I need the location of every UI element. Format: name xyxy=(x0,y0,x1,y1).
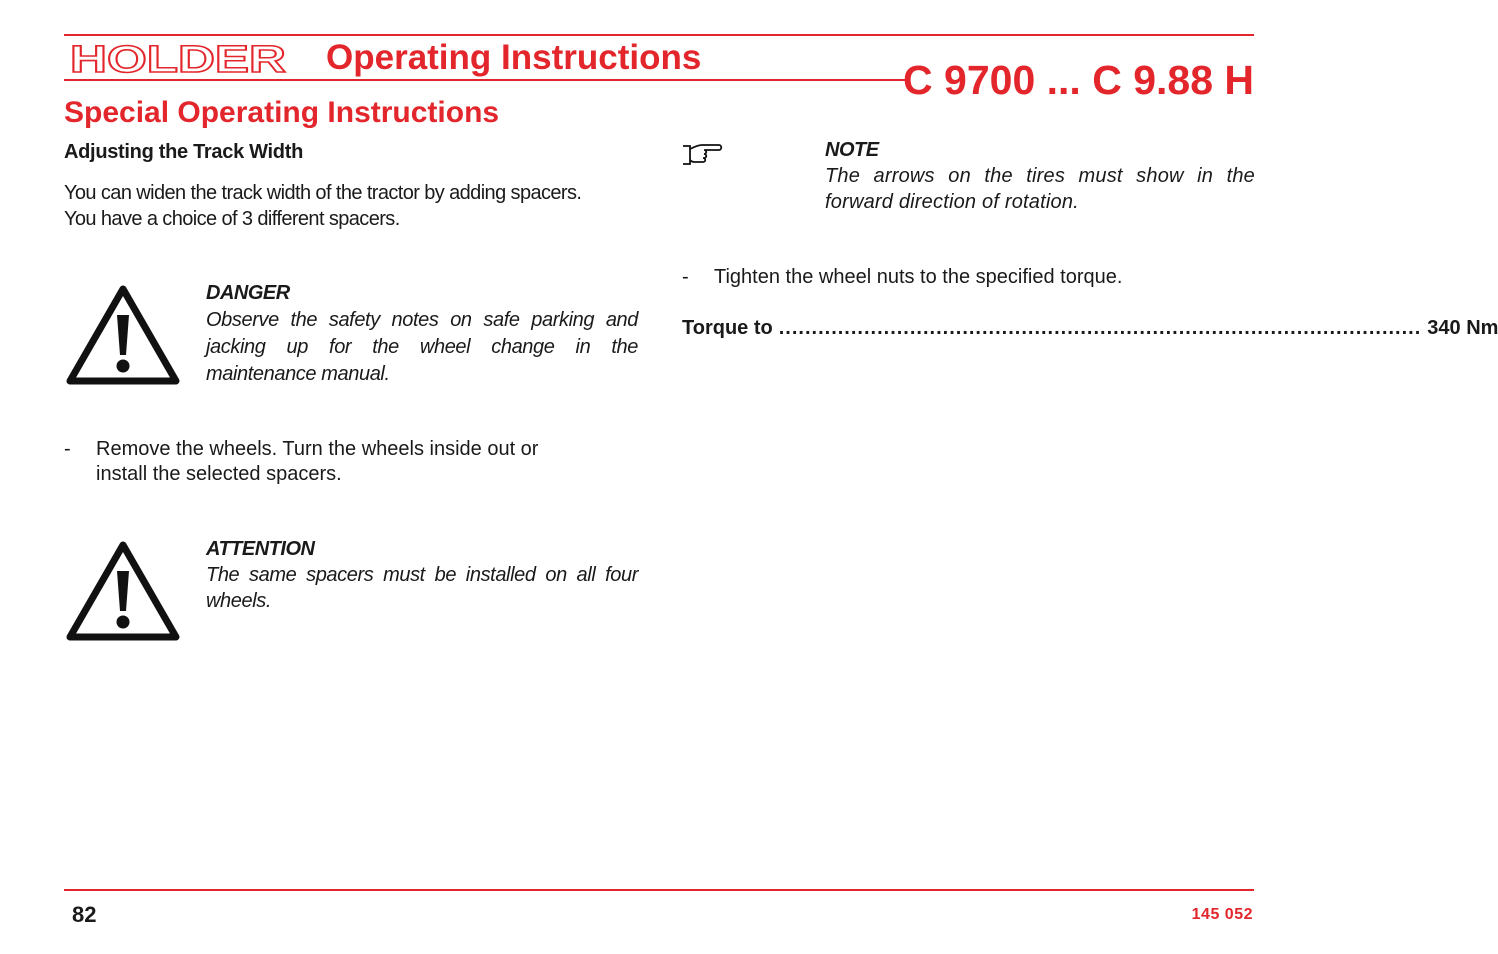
bullet-dash: - xyxy=(64,438,71,460)
intro-line: You have a choice of 3 different spacers. xyxy=(64,208,400,230)
torque-spec xyxy=(682,317,1498,340)
step-remove-wheels xyxy=(64,437,644,489)
document-number: 145 052 xyxy=(1191,906,1253,923)
header-title: Operating Instructions xyxy=(326,38,702,77)
note-text: The arrows on the tires must show in the forward direction of rotation. xyxy=(825,165,1255,213)
pointing-hand-icon xyxy=(681,141,723,167)
section-title: Special Operating Instructions xyxy=(64,96,500,129)
tire-note xyxy=(825,137,1255,215)
header-top-rule xyxy=(64,34,1254,36)
holder-logo xyxy=(70,39,288,81)
step-tighten-nuts xyxy=(682,265,1254,291)
note-heading: NOTE xyxy=(825,139,879,161)
page-number: 82 xyxy=(72,902,97,927)
step-line: install the selected spacers. xyxy=(96,463,342,485)
subheading: Adjusting the Track Width xyxy=(64,141,303,163)
attention-heading: ATTENTION xyxy=(206,538,315,560)
attention-text: The same spacers must be installed on all four wheels. xyxy=(206,564,638,612)
attention-note xyxy=(206,536,638,614)
step-text xyxy=(96,437,538,487)
step-line: Remove the wheels. Turn the wheels inside out or xyxy=(96,438,539,460)
intro-line: You can widen the track width of the tractor by adding spacers. xyxy=(64,182,582,204)
warning-triangle-icon xyxy=(64,539,182,643)
intro-paragraph xyxy=(64,180,644,232)
danger-note xyxy=(206,280,638,388)
danger-heading: DANGER xyxy=(206,282,290,304)
bullet-dash: - xyxy=(682,266,689,288)
dot-leader: .................................................................................................. xyxy=(778,317,1422,339)
step-text: Tighten the wheel nuts to the specified torque. xyxy=(714,266,1123,288)
warning-triangle-icon xyxy=(64,283,182,387)
footer-rule xyxy=(64,889,1254,891)
danger-text: Observe the safety notes on safe parking and jacking up for the wheel change in the maintenance manual. xyxy=(206,309,638,385)
torque-label: Torque to xyxy=(682,317,773,339)
model-range: C 9700 ... C 9.88 H xyxy=(903,57,1254,103)
torque-value: 340 Nm xyxy=(1427,317,1498,339)
header-middle-rule xyxy=(64,79,908,81)
svg-text:HOLDER: HOLDER xyxy=(70,39,286,81)
